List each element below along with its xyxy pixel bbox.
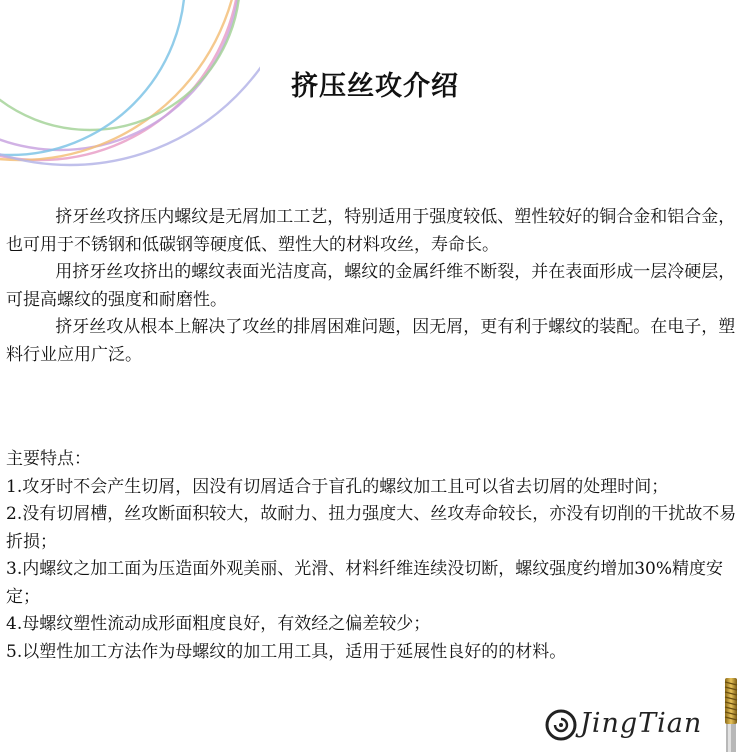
page-title: 挤压丝攻介绍 (291, 71, 459, 102)
feature-item: 5.以塑性加工方法作为母螺纹的加工用工具，适用于延展性良好的的材料。 (6, 641, 567, 662)
feature-item: 4.母螺纹塑性流动成形面粗度良好，有效经之偏差较少； (6, 614, 431, 634)
intro-paragraph: 用挤牙丝攻挤出的螺纹表面光洁度高，螺纹的金属纤维不断裂，并在表面形成一层冷硬层，可提高螺纹的强度和耐磨性。 (6, 262, 736, 310)
intro-paragraph: 挤牙丝攻从根本上解决了攻丝的排屑困难问题，因无屑，更有利于螺纹的装配。在电子，塑料行业应用广泛。 (6, 317, 736, 365)
intro-paragraph: 挤牙丝攻挤压内螺纹是无屑加工工艺，特别适用于强度较低、塑性较好的铜合金和铝合金，也可用于不锈钢和低碳钢等硬度低、塑性大的材料攻丝，寿命长。 (6, 207, 736, 255)
feature-item: 2.没有切屑槽，丝攻断面积较大，故耐力、扭力强度大、丝攻寿命较长，亦没有切削的干扰故不易折损； (6, 504, 737, 552)
features-list (6, 474, 746, 667)
brand-logo (544, 704, 744, 744)
features-section (6, 446, 746, 666)
brand-name: JingTian (580, 708, 703, 739)
feature-item: 1.攻牙时不会产生切屑，因没有切屑适合于盲孔的螺纹加工且可以省去切屑的处理时间； (6, 476, 669, 497)
features-heading: 主要特点： (6, 449, 91, 469)
decorative-arcs (0, 0, 260, 210)
swirl-logo-icon (544, 708, 578, 742)
feature-item: 3.内螺纹之加工面为压造面外观美丽、光滑、材料纤维连续没切断，螺纹强度约增加30%精度安定； (6, 559, 724, 607)
intro-section (6, 204, 744, 369)
